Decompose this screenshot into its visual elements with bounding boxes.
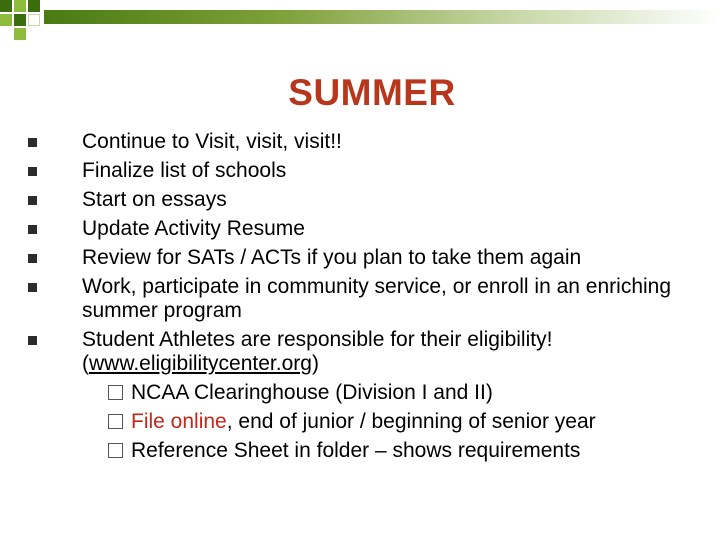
list-item (28, 217, 708, 241)
checkbox-bullet-icon (108, 385, 123, 400)
list-item (28, 159, 708, 183)
bullet-list (28, 130, 708, 381)
list-item-text: Update Activity Resume (82, 217, 305, 240)
sub-list-item (28, 410, 718, 434)
list-item (28, 130, 708, 154)
list-item (28, 188, 708, 212)
paren-close: ) (311, 352, 319, 375)
square-bullet-icon (28, 167, 37, 176)
decor-square-dark (14, 14, 26, 26)
header-gradient-bar (44, 10, 720, 24)
file-online-highlight: File online (131, 410, 227, 433)
decor-square-light (0, 14, 12, 26)
eligibility-center-link[interactable]: www.eligibilitycenter.org (89, 352, 312, 375)
sub-list-item (28, 439, 718, 463)
sub-list-item (28, 381, 718, 405)
square-bullet-icon (28, 138, 37, 147)
sub-item-text: NCAA Clearinghouse (Division I and II) (131, 381, 493, 404)
list-item-text: Student Athletes are responsible for their eligibility! (82, 328, 553, 351)
decor-square-white (28, 14, 40, 26)
square-bullet-icon (28, 254, 37, 263)
checkbox-bullet-icon (108, 443, 123, 458)
list-item (28, 328, 708, 376)
list-item-text: Finalize list of schools (82, 159, 287, 182)
list-item-text: Work, participate in community service, or enroll in an enriching summer program (82, 275, 672, 322)
paren-open: ( (82, 352, 89, 375)
list-item (28, 246, 708, 270)
list-item (28, 275, 682, 323)
square-bullet-icon (28, 336, 37, 345)
decor-square-dark (0, 0, 12, 12)
square-bullet-icon (28, 283, 37, 292)
slide-title: SUMMER (288, 72, 456, 113)
sub-item-text: , end of junior / beginning of senior year (226, 410, 596, 433)
sub-list (28, 376, 718, 468)
list-item-text: Continue to Visit, visit, visit!! (82, 130, 342, 153)
list-item-text: Review for SATs / ACTs if you plan to take them again (82, 246, 582, 269)
checkbox-bullet-icon (108, 414, 123, 429)
decor-square-light (14, 0, 26, 12)
list-item-text: Start on essays (82, 188, 227, 211)
sub-item-text: Reference Sheet in folder – shows requirements (131, 439, 581, 462)
decor-square-dark (28, 0, 40, 12)
square-bullet-icon (28, 196, 37, 205)
decor-square-light (14, 28, 26, 40)
square-bullet-icon (28, 225, 37, 234)
header-decoration (0, 0, 720, 36)
